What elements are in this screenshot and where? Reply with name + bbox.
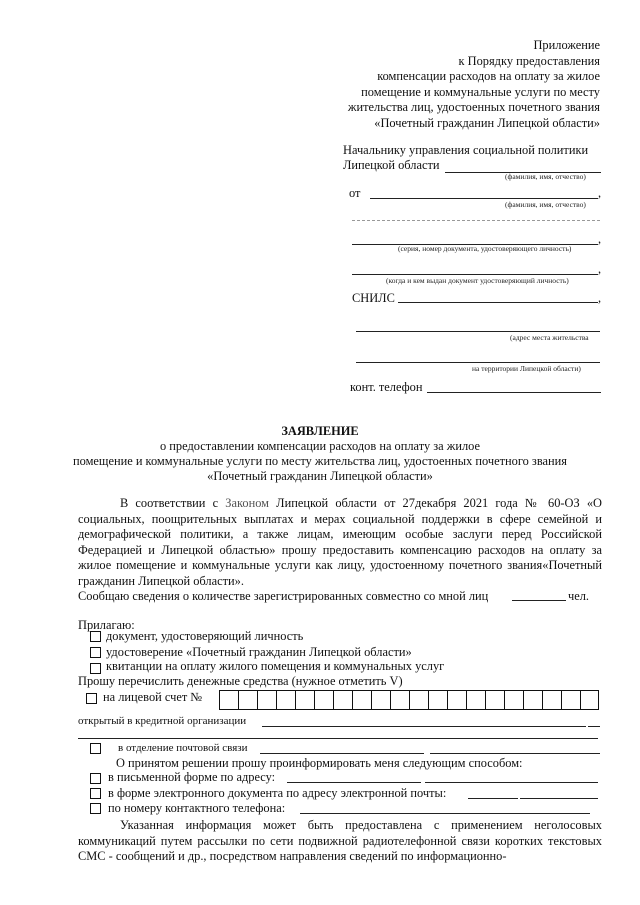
final-paragraph: Указанная информация может быть предоставлена с применением неголосовых коммуникаций путем рассылки по сети подвижной радиотелефонной связи коротких текстовых СМС - сообщений и др., посредством направления сведений по информационно- — [78, 818, 602, 863]
notify-phone-field[interactable] — [300, 813, 590, 814]
attach-item-1: документ, удостоверяющий личность — [106, 629, 304, 643]
count-field[interactable] — [512, 600, 566, 601]
address-field-2[interactable] — [356, 362, 600, 363]
hint-name1: (фамилия, имя, отчество) — [505, 172, 586, 181]
addressee-line1: Начальнику управления социальной политики — [343, 143, 589, 157]
appendix-line: помещение и коммунальные услуги по месту — [361, 84, 600, 99]
snils-label: СНИЛС — [352, 291, 395, 305]
appendix-line: к Порядку предоставления — [458, 53, 600, 68]
page-title: ЗАЯВЛЕНИЕ — [281, 424, 359, 438]
hint-name2: (фамилия, имя, отчество) — [505, 200, 586, 209]
bank-field-2[interactable] — [78, 738, 598, 739]
notify-label: О принятом решении прошу проинформировать меня следующим способом: — [116, 756, 523, 770]
account-number-grid[interactable] — [219, 690, 599, 710]
phone-label: конт. телефон — [350, 380, 423, 394]
attach-checkbox-2[interactable] — [90, 647, 101, 658]
notify-email-field[interactable] — [468, 798, 518, 799]
title-sub3: «Почетный гражданин Липецкой области» — [207, 469, 433, 483]
account-checkbox[interactable] — [86, 693, 97, 704]
applicant-name-field[interactable] — [370, 198, 598, 199]
count-label: Сообщаю сведения о количестве зарегистрированных совместно со мной лиц — [78, 589, 489, 603]
phone-field[interactable] — [427, 392, 601, 393]
title-sub2: помещение и коммунальные услуги по месту жительства лиц, удостоенных почетного звания — [73, 454, 567, 468]
title-sub1: о предоставлении компенсации расходов на оплату за жилое — [160, 439, 480, 453]
law-link[interactable]: Законом — [225, 496, 270, 510]
p1-rest: Липецкой области от 27декабря 2021 года № 60-ОЗ «О социальных, поощрительных выплатах и мерах социальной поддержки в сфере семейной и демографической политики, а также лицам, имеющим особые заслуги перед Российской Федерацией и Липецкой областью» прошу предоставить компенсацию расходов на оплату за жилое помещение и коммунальные услуги как лицу, удостоенному почетного звания«Почетный гражданин Липецкой области». — [78, 496, 602, 588]
main-paragraph — [78, 496, 602, 589]
notify-checkbox-1[interactable] — [90, 773, 101, 784]
snils-field[interactable] — [398, 302, 598, 303]
attach-checkbox-1[interactable] — [90, 631, 101, 642]
bank-field[interactable] — [262, 726, 586, 727]
attachments-label: Прилагаю: — [78, 618, 135, 632]
hint-address: (адрес места жительства — [510, 333, 589, 342]
id-issued-field[interactable] — [352, 274, 598, 275]
notify-address-field[interactable] — [287, 782, 421, 783]
hint-territory: на территории Липецкой области) — [472, 364, 581, 373]
notify-item-3: по номеру контактного телефона: — [108, 801, 286, 815]
appendix-line: «Почетный гражданин Липецкой области» — [374, 115, 600, 130]
p1-start: В соответствии с — [120, 496, 226, 510]
applicant-name-field-2[interactable] — [352, 220, 600, 221]
bank-label: открытый в кредитной организации — [78, 715, 247, 727]
attach-item-3: квитанции на оплату жилого помещения и коммунальных услуг — [106, 659, 445, 673]
appendix-line: жительства лиц, удостоенных почетного звания — [347, 100, 600, 114]
notify-item-2: в форме электронного документа по адресу электронной почты: — [108, 786, 447, 800]
appendix-block — [300, 38, 600, 131]
attach-checkbox-3[interactable] — [90, 663, 101, 674]
payment-label: Прошу перечислить денежные средства (нужное отметить V) — [78, 674, 403, 688]
post-field-2[interactable] — [430, 753, 600, 754]
notify-checkbox-3[interactable] — [90, 803, 101, 814]
post-checkbox[interactable] — [90, 743, 101, 754]
post-label: в отделение почтовой связи — [118, 742, 248, 754]
account-label: на лицевой счет № — [103, 690, 203, 704]
from-label: от — [349, 186, 361, 200]
hint-issued: (когда и кем выдан документ удостоверяющий личность) — [386, 276, 569, 285]
post-field-1[interactable] — [260, 753, 424, 754]
hint-doc: (серия, номер документа, удостоверяющего личность) — [398, 244, 572, 253]
attach-item-2: удостоверение «Почетный гражданин Липецкой области» — [106, 645, 412, 659]
notify-item-1: в письменной форме по адресу: — [108, 770, 276, 784]
notify-checkbox-2[interactable] — [90, 788, 101, 799]
appendix-line: компенсации расходов на оплату за жилое — [377, 69, 600, 83]
addressee-line2: Липецкой области — [343, 158, 440, 172]
address-field[interactable] — [356, 331, 600, 332]
appendix-line: Приложение — [533, 38, 600, 52]
count-unit: чел. — [568, 589, 590, 603]
